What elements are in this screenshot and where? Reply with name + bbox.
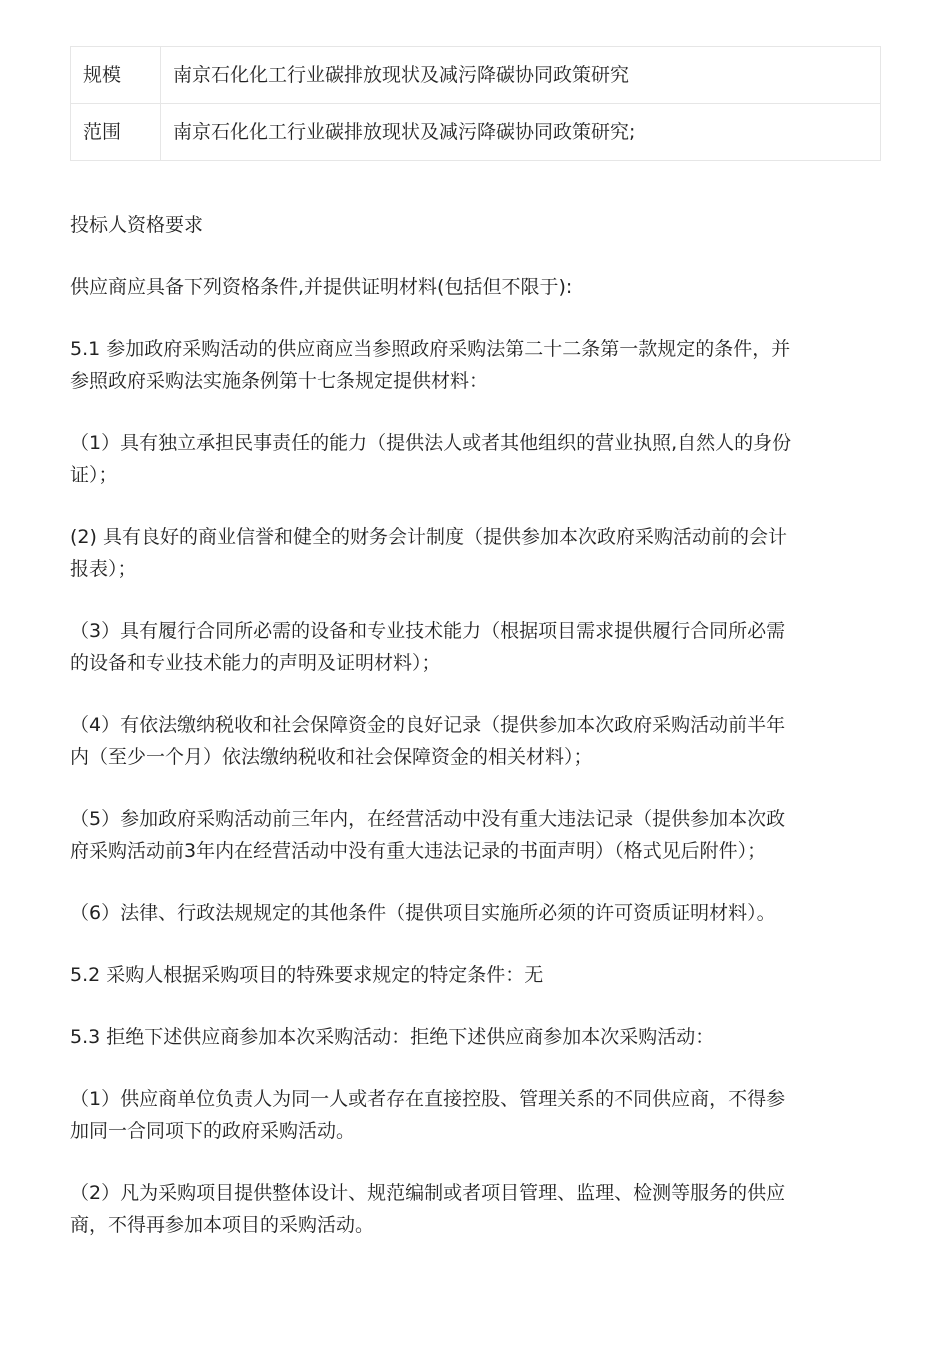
intro-paragraph: 供应商应具备下列资格条件,并提供证明材料(包括但不限于): bbox=[70, 276, 573, 298]
table-row bbox=[71, 104, 881, 161]
table-row bbox=[71, 47, 881, 104]
requirement-item-4: （4）有依法缴纳税收和社会保障资金的良好记录（提供参加本次政府采购活动前半年 内（至少一个月）依法缴纳税收和社会保障资金的相关材料）； bbox=[70, 714, 786, 768]
section-heading: 投标人资格要求 bbox=[70, 214, 204, 236]
clause-5-2: 5.2 采购人根据采购项目的特殊要求规定的特定条件：无 bbox=[70, 964, 544, 986]
requirement-item-1: （1）具有独立承担民事责任的能力（提供法人或者其他组织的营业执照,自然人的身份 证）； bbox=[70, 432, 792, 486]
row-value: 南京石化化工行业碳排放现状及减污降碳协同政策研究 bbox=[161, 47, 881, 104]
row-label: 规模 bbox=[71, 47, 161, 104]
requirement-item-3: （3）具有履行合同所必需的设备和专业技术能力（根据项目需求提供履行合同所必需 的设备和专业技术能力的声明及证明材料）； bbox=[70, 620, 786, 674]
requirement-item-5: （5）参加政府采购活动前三年内，在经营活动中没有重大违法记录（提供参加本次政 府采购活动前3年内在经营活动中没有重大违法记录的书面声明）（格式见后附件）； bbox=[70, 808, 786, 862]
row-value: 南京石化化工行业碳排放现状及减污降碳协同政策研究; bbox=[161, 104, 881, 161]
clause-5-1: 5.1 参加政府采购活动的供应商应当参照政府采购法第二十二条第一款规定的条件，并 参照政府采购法实施条例第十七条规定提供材料： bbox=[70, 338, 791, 392]
project-info-table bbox=[70, 46, 881, 161]
requirement-item-2: (2) 具有良好的商业信誉和健全的财务会计制度（提供参加本次政府采购活动前的会计 报表）； bbox=[70, 526, 787, 580]
requirement-item-6: （6）法律、行政法规规定的其他条件（提供项目实施所必须的许可资质证明材料）。 bbox=[70, 902, 776, 924]
row-label: 范围 bbox=[71, 104, 161, 161]
exclusion-item-2: （2）凡为采购项目提供整体设计、规范编制或者项目管理、监理、检测等服务的供应 商，不得再参加本项目的采购活动。 bbox=[70, 1182, 786, 1236]
document-page bbox=[70, 46, 881, 1241]
exclusion-item-1: （1）供应商单位负责人为同一人或者存在直接控股、管理关系的不同供应商，不得参 加同一合同项下的政府采购活动。 bbox=[70, 1088, 786, 1142]
clause-5-3: 5.3 拒绝下述供应商参加本次采购活动：拒绝下述供应商参加本次采购活动： bbox=[70, 1026, 715, 1048]
